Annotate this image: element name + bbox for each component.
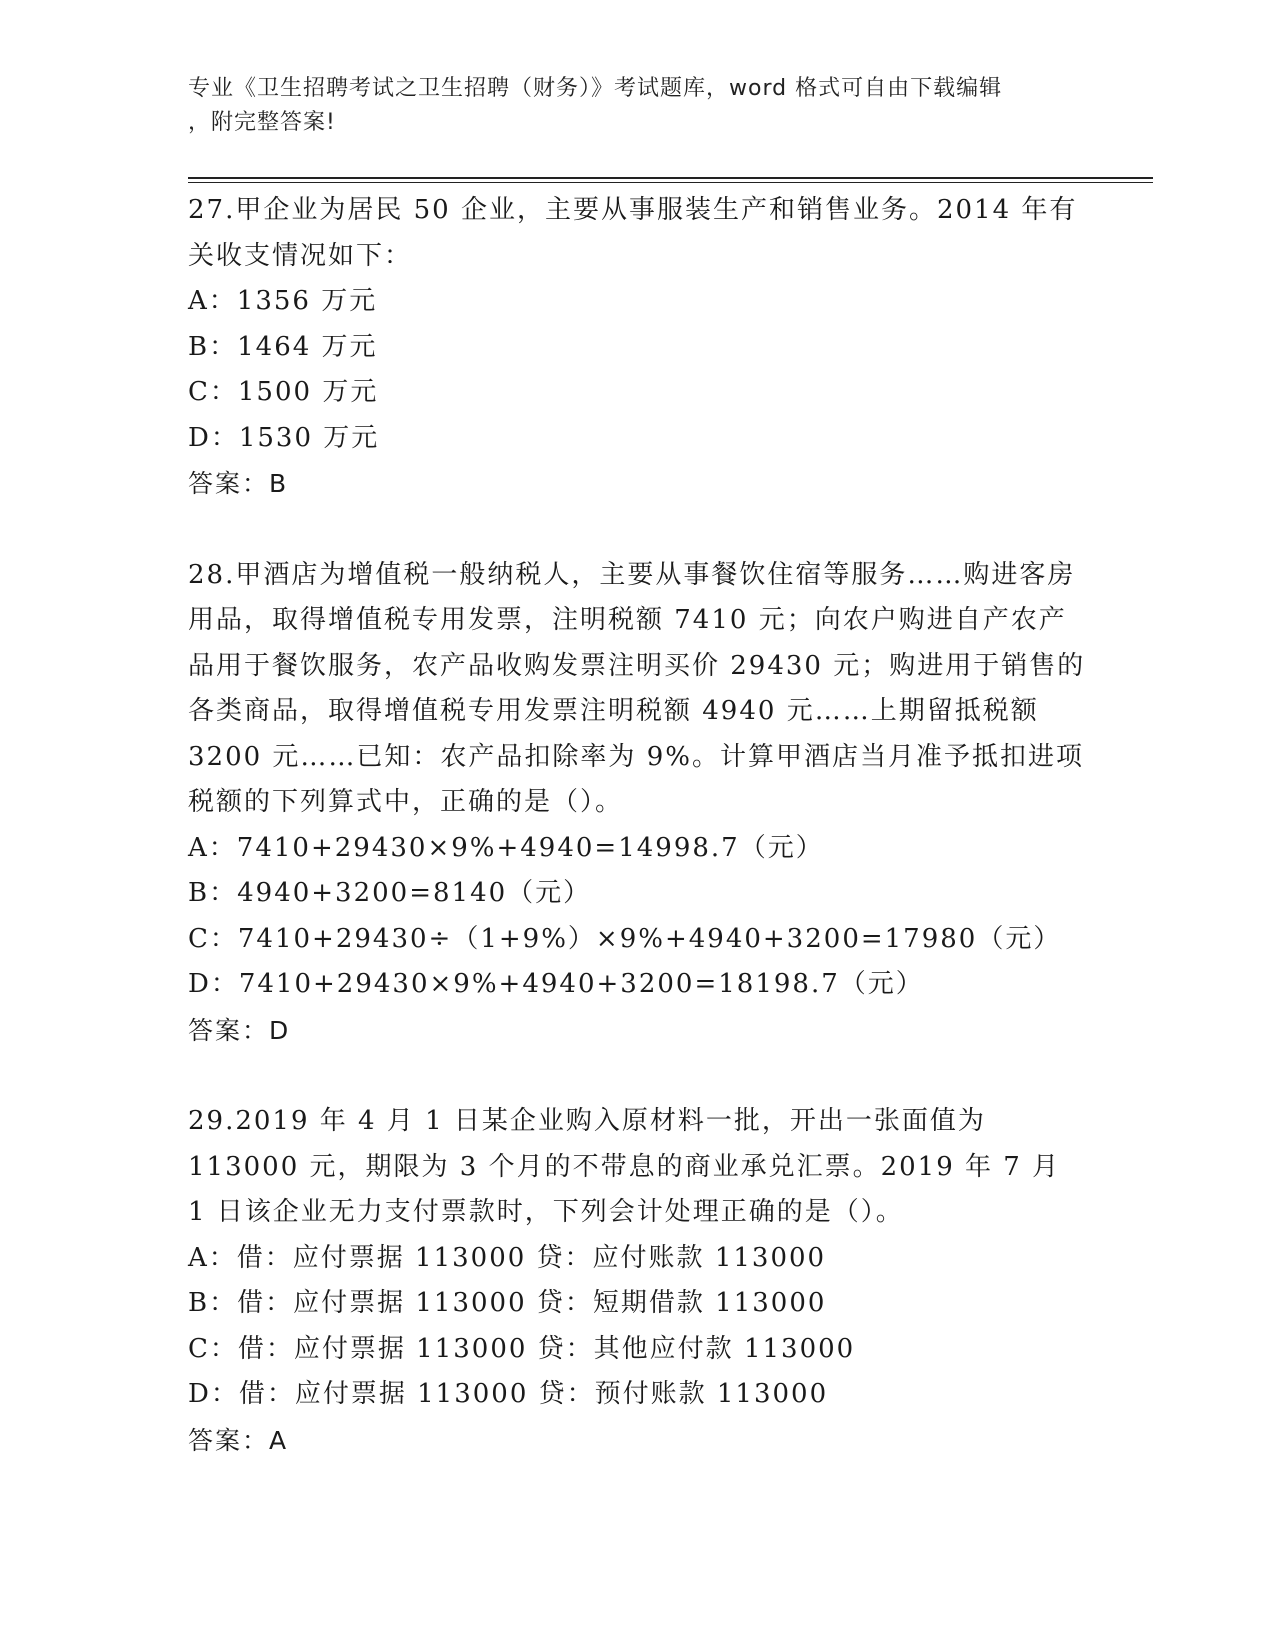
header-divider-thick bbox=[188, 177, 1153, 179]
question-29 bbox=[188, 1099, 1088, 1463]
header-divider-thin bbox=[188, 182, 1153, 183]
option-a: A：1356 万元 bbox=[188, 286, 378, 316]
header-title-line: 专业《卫生招聘考试之卫生招聘（财务）》考试题库，word 格式可自由下载编辑 bbox=[188, 76, 1003, 101]
question-stem: 28.甲酒店为增值税一般纳税人，主要从事餐饮住宿等服务……购进客房用品，取得增值税专用发票，注明税额 7410 元；向农户购进自产农产品用于餐饮服务，农产品收购发票注明买价 29430 元；购进用于销售的各类商品，取得增值税专用发票注明税额 4940 元……上期留抵税额 3200 元……已知：农产品扣除率为 9%。计算甲酒店当月准予抵扣进项税额的下列算式中，正确的是（）。 bbox=[188, 559, 1086, 817]
answer-line: 答案：D bbox=[188, 1015, 291, 1045]
header-title-continuation: ，附完整答案! bbox=[188, 110, 336, 135]
question-stem: 29.2019 年 4 月 1 日某企业购入原材料一批，开出一张面值为 113000 元，期限为 3 个月的不带息的商业承兑汇票。2019 年 7 月 1 日该企业无力支付票款时，下列会计处理正确的是（）。 bbox=[188, 1106, 1061, 1227]
option-b: B：4940+3200=8140（元） bbox=[188, 878, 592, 908]
option-d: D：7410+29430×9%+4940+3200=18198.7（元） bbox=[188, 969, 924, 999]
question-stem: 27.甲企业为居民 50 企业，主要从事服装生产和销售业务。2014 年有关收支情况如下： bbox=[188, 195, 1078, 271]
option-d: D：借：应付票据 113000 贷：预付账款 113000 bbox=[188, 1379, 829, 1409]
question-list bbox=[188, 188, 1088, 1463]
option-b: B：1464 万元 bbox=[188, 331, 378, 362]
option-d: D：1530 万元 bbox=[188, 422, 380, 453]
answer-line: 答案：A bbox=[188, 1425, 289, 1455]
question-spacer bbox=[188, 1053, 1088, 1099]
question-28 bbox=[188, 553, 1088, 1054]
question-spacer bbox=[188, 507, 1088, 553]
option-c: C：1500 万元 bbox=[188, 377, 379, 407]
question-27 bbox=[188, 188, 1088, 507]
answer-line: 答案：B bbox=[188, 469, 289, 498]
option-c: C：7410+29430÷（1+9%）×9%+4940+3200=17980（元） bbox=[188, 923, 1062, 954]
option-b: B：借：应付票据 113000 贷：短期借款 113000 bbox=[188, 1288, 827, 1318]
document-header bbox=[188, 72, 1068, 140]
option-a: A：7410+29430×9%+4940=14998.7（元） bbox=[188, 832, 824, 863]
option-c: C：借：应付票据 113000 贷：其他应付款 113000 bbox=[188, 1333, 856, 1364]
option-a: A：借：应付票据 113000 贷：应付账款 113000 bbox=[188, 1242, 827, 1273]
